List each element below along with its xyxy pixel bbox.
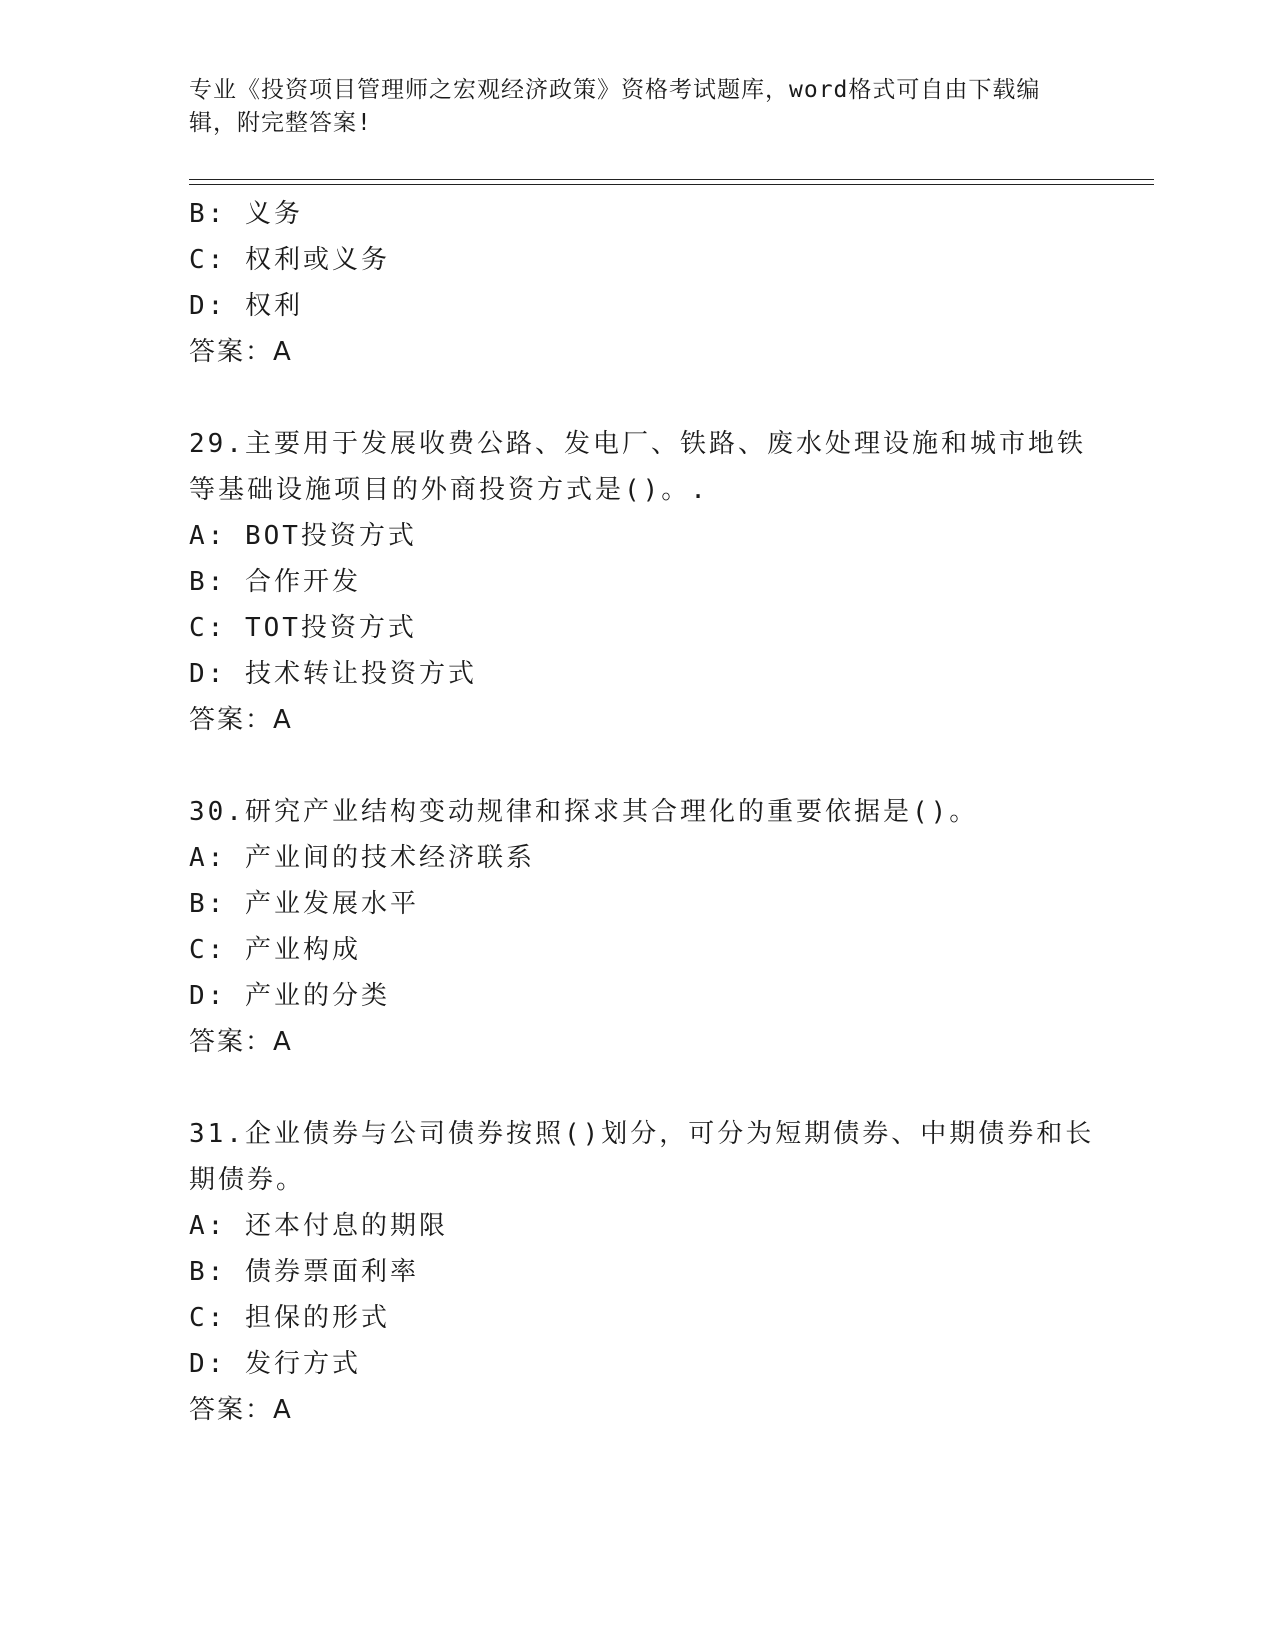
option-d: D: 产业的分类 [189, 981, 390, 1011]
option-c: C: 产业构成 [189, 935, 361, 965]
question-31 [189, 1111, 1095, 1433]
header-divider-bottom [189, 184, 1154, 185]
option-d: D: 技术转让投资方式 [189, 659, 477, 689]
question-30 [189, 789, 1089, 1065]
header-divider-top [189, 179, 1154, 180]
option-b: B: 义务 [189, 199, 303, 229]
header-line-2: 辑，附完整答案! [189, 110, 372, 136]
option-a: A: 还本付息的期限 [189, 1211, 448, 1241]
header-line-1: 专业《投资项目管理师之宏观经济政策》资格考试题库，word格式可自由下载编 [189, 77, 1041, 103]
option-b: B: 产业发展水平 [189, 889, 419, 919]
option-c: C: 担保的形式 [189, 1303, 390, 1333]
option-b: B: 债券票面利率 [189, 1257, 419, 1287]
question-29 [189, 421, 1089, 743]
option-c: C: 权利或义务 [189, 245, 390, 275]
option-a: A: 产业间的技术经济联系 [189, 843, 535, 873]
answer-line: 答案：A [189, 1027, 293, 1057]
page-header [189, 74, 1089, 140]
question-text: 等基础设施项目的外商投资方式是()。. [189, 475, 709, 505]
question-text: 期债券。 [189, 1165, 306, 1195]
question-content [189, 191, 1095, 1433]
partial-question [189, 191, 1089, 375]
question-text: 29.主要用于发展收费公路、发电厂、铁路、废水处理设施和城市地铁 [189, 429, 1086, 459]
option-c: C: TOT投资方式 [189, 613, 417, 643]
question-text: 31.企业债券与公司债券按照()划分，可分为短期债券、中期债券和长 [189, 1119, 1095, 1149]
option-d: D: 发行方式 [189, 1349, 361, 1379]
answer-line: 答案：A [189, 705, 293, 735]
answer-line: 答案：A [189, 337, 293, 367]
question-text: 30.研究产业结构变动规律和探求其合理化的重要依据是()。 [189, 797, 979, 827]
answer-line: 答案：A [189, 1395, 293, 1425]
option-d: D: 权利 [189, 291, 303, 321]
option-b: B: 合作开发 [189, 567, 361, 597]
option-a: A: BOT投资方式 [189, 521, 417, 551]
